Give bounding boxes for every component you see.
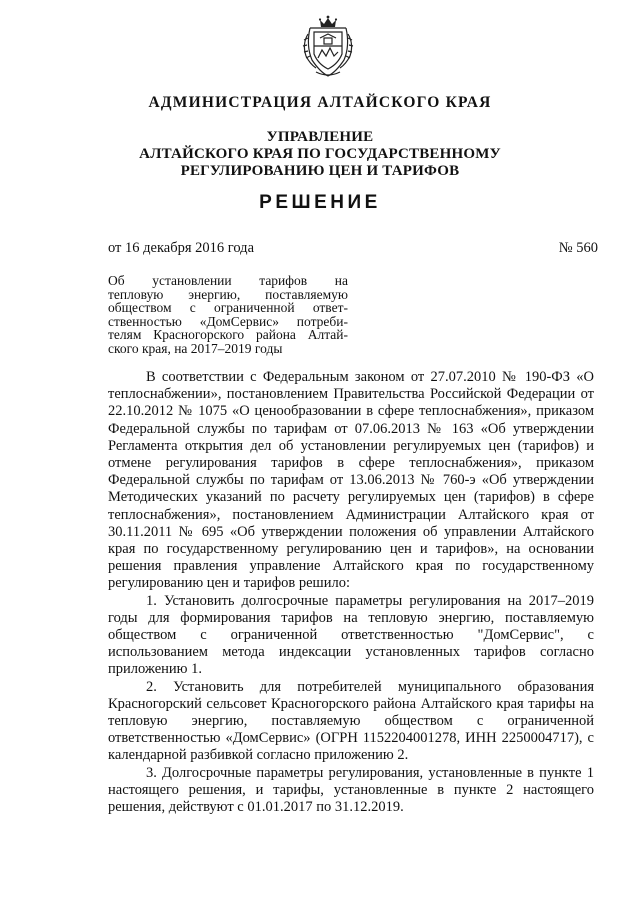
department-title-line: УПРАВЛЕНИЕ xyxy=(266,129,374,145)
document-type-title: РЕШЕНИЕ xyxy=(259,192,381,213)
department-title xyxy=(0,129,640,180)
decision-item-1: 1. Установить долгосрочные параметры регулирования на 2017–2019 годы для формирования тарифов на тепловую энергию, поставляемую обществом с ограниченной ответственностью "ДомСервис", с использованием метода индексации установленных тарифов согласно приложению 1. xyxy=(108,592,594,678)
document-number: № 560 xyxy=(558,240,598,256)
coat-of-arms-icon xyxy=(298,14,358,78)
document-subject xyxy=(108,274,348,355)
subject-line: тепловую энергию, поставляемую xyxy=(108,286,348,302)
department-title-line: РЕГУЛИРОВАНИЮ ЦЕН И ТАРИФОВ xyxy=(180,163,460,179)
document-date: от 16 декабря 2016 года xyxy=(108,240,254,256)
department-title-line: АЛТАЙСКОГО КРАЯ ПО ГОСУДАРСТВЕННОМУ xyxy=(139,146,501,162)
subject-line: обществом с ограниченной ответ- xyxy=(108,300,348,315)
document-body xyxy=(108,369,594,816)
decision-item-3: 3. Долгосрочные параметры регулирования, установленные в пункте 1 настоящего решения, и тарифы, установленные в пункте 2 настоящего решения, действуют с 01.01.2017 по 31.12.2019. xyxy=(108,764,594,816)
subject-line: телям Красногорского района Алтай- xyxy=(108,327,348,342)
preamble-paragraph: В соответствии с Федеральным законом от 27.07.2010 № 190-ФЗ «О теплоснабжении», постановлением Правительства Российской Федерации от 22.10.2012 № 1075 «О ценообразовании в сфере теплоснабжения», приказом Федеральной службы по тарифам от 07.06.2013 № 163 «Об утверждении Регламента открытия дел об установлении регулируемых цен (тарифов) и отмене регулирования тарифов в сфере теплоснабжения», приказом Федеральной службы по тарифам от 13.06.2013 № 760-э «Об утверждении Методических указаний по расчету регулируемых цен (тарифов) в сфере теплоснабжения», постановлением Администрации Алтайского края от 30.11.2011 № 695 «Об утверждении положения об управлении Алтайского края по государственному регулированию цен и тарифов», на основании решения правления управление Алтайского края по государственному регулированию цен и тарифов решило: xyxy=(108,369,594,592)
administration-title: АДМИНИСТРАЦИЯ АЛТАЙСКОГО КРАЯ xyxy=(148,94,492,111)
subject-line: ского края, на 2017–2019 годы xyxy=(108,340,283,356)
subject-line: Об установлении тарифов на xyxy=(108,273,348,288)
decision-item-2: 2. Установить для потребителей муниципального образования Красногорский сельсовет Красногорского района Алтайского края тарифы на тепловую энергию, поставляемую обществом с ограниченной ответственностью «ДомСервис» (ОГРН 1152204001278, ИНН 2250004717), с календарной разбивкой согласно приложению 2. xyxy=(108,678,594,764)
subject-line: ственностью «ДомСервис» потреби- xyxy=(108,313,348,329)
